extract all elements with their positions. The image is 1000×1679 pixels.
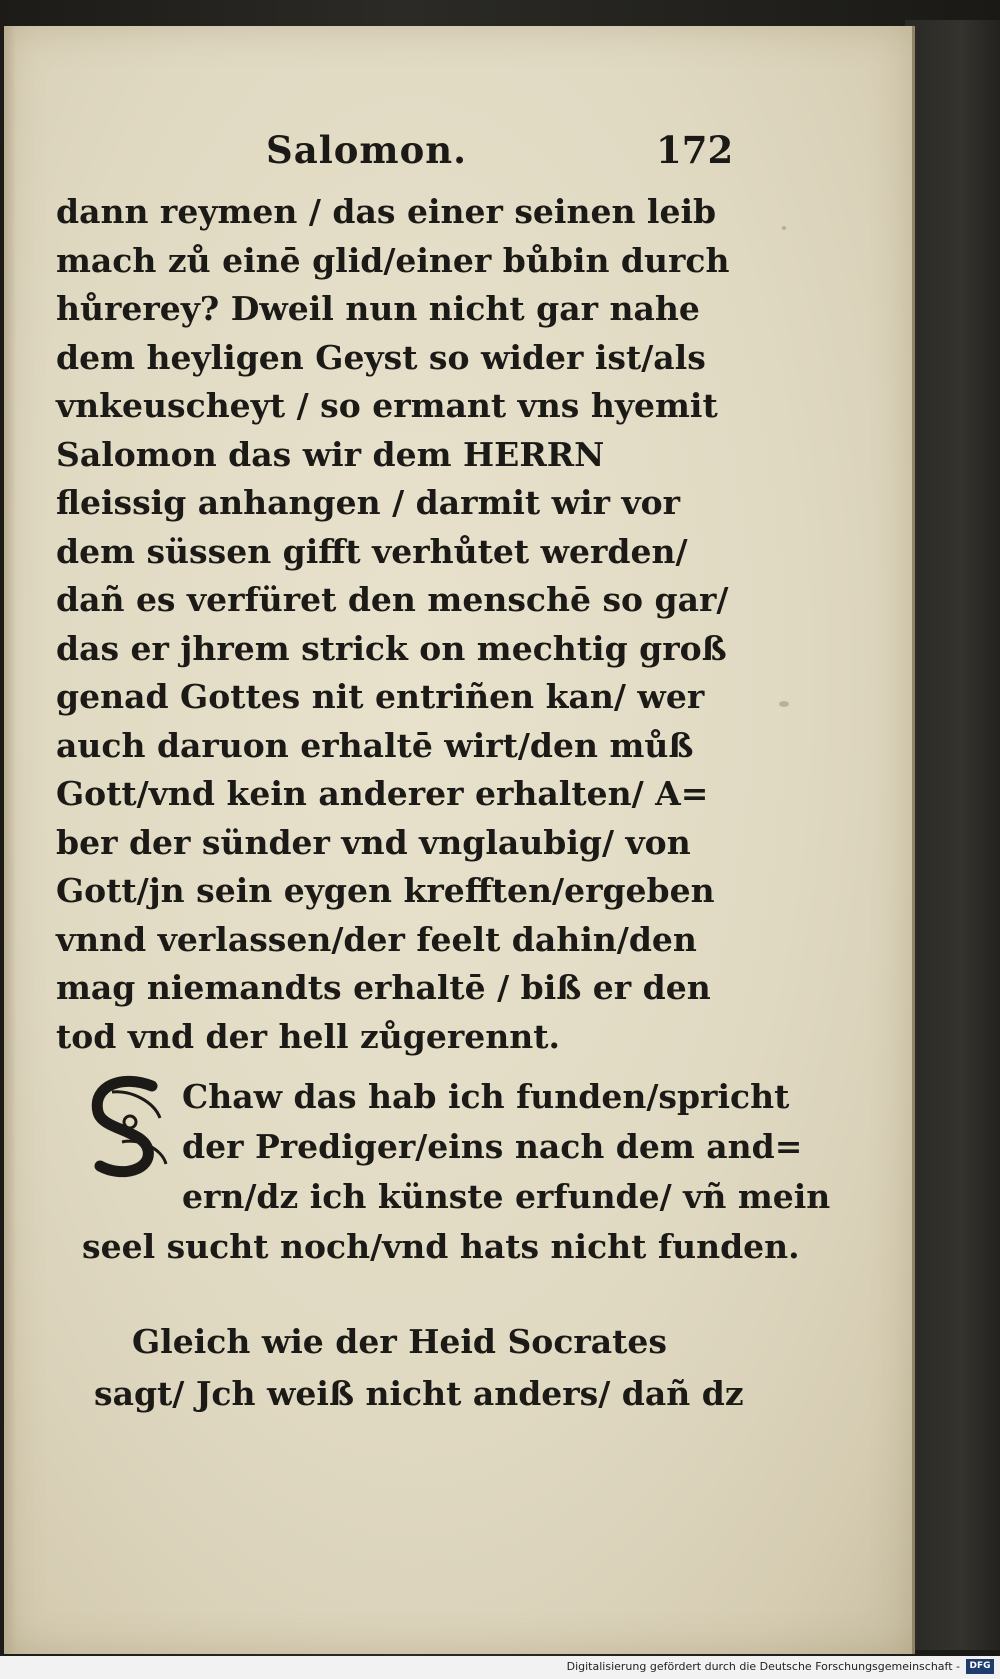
- page-number: 172: [656, 128, 734, 172]
- text-line: vnkeuscheyt / so ermant vns hyemit: [56, 386, 718, 425]
- text-line: das er jhrem strick on mechtig groß: [56, 628, 727, 668]
- paragraph-1: [56, 188, 756, 1061]
- text-line: Gott/jn sein eygen krefften/ergeben: [56, 871, 715, 910]
- text-line: mach zů einē glid/einer bůbin durch: [56, 240, 730, 280]
- running-title: Salomon.: [266, 128, 468, 172]
- text-line: der Prediger/eins nach dem and=: [182, 1127, 803, 1166]
- text-line: dañ es verfüret den menschē so gar/: [56, 580, 729, 619]
- text-line: fleissig anhangen / darmit wir vor: [56, 483, 681, 522]
- text-line: dem heyligen Geyst so wider ist/als: [56, 337, 706, 377]
- paragraph-2: [82, 1072, 831, 1272]
- main-text-block: [56, 128, 756, 1061]
- text-line: dem süssen gifft verhůtet werden/: [56, 531, 688, 571]
- text-line: Gott/vnd kein anderer erhalten/ A=: [56, 774, 709, 813]
- text-line: tod vnd der hell zůgerennt.: [56, 1016, 560, 1056]
- adjacent-page-edge: [905, 20, 1000, 1650]
- text-line: seel sucht noch/vnd hats nicht funden.: [82, 1227, 800, 1266]
- funding-credit: Digitalisierung gefördert durch die Deutsche Forschungsgemeinschaft -: [566, 1660, 960, 1673]
- text-line: dann reymen / das einer seinen leib: [56, 192, 717, 231]
- text-line: vnnd verlassen/der feelt dahin/den: [56, 919, 697, 959]
- text-line: genad Gottes nit entriñen kan/ wer: [56, 677, 705, 716]
- text-line: ern/dz ich künste erfunde/ vñ mein: [182, 1177, 831, 1216]
- dfg-logo: DFG: [966, 1659, 994, 1674]
- ink-smudge: [782, 226, 786, 230]
- text-line: Chaw das hab ich funden/spricht: [182, 1077, 790, 1116]
- running-head: [56, 128, 756, 188]
- text-line: hůrerey? Dweil nun nicht gar nahe: [56, 289, 700, 328]
- text-line: sagt/ Jch weiß nicht anders/ dañ dz: [94, 1374, 744, 1413]
- paragraph-3: [94, 1316, 794, 1420]
- text-line: auch daruon erhaltē wirt/den můß: [56, 725, 694, 765]
- text-line: Gleich wie der Heid Socrates: [132, 1322, 667, 1361]
- book-page: [4, 26, 915, 1654]
- text-line: Salomon das wir dem HERRN: [56, 434, 605, 474]
- text-line: mag niemandts erhaltē / biß er den: [56, 968, 711, 1007]
- digitization-footer: [0, 1656, 1000, 1679]
- page-fold-shadow: [4, 26, 16, 1654]
- ink-smudge: [779, 701, 789, 707]
- decorated-initial-s: [82, 1072, 178, 1184]
- text-line: ber der sünder vnd vnglaubig/ von: [56, 822, 691, 862]
